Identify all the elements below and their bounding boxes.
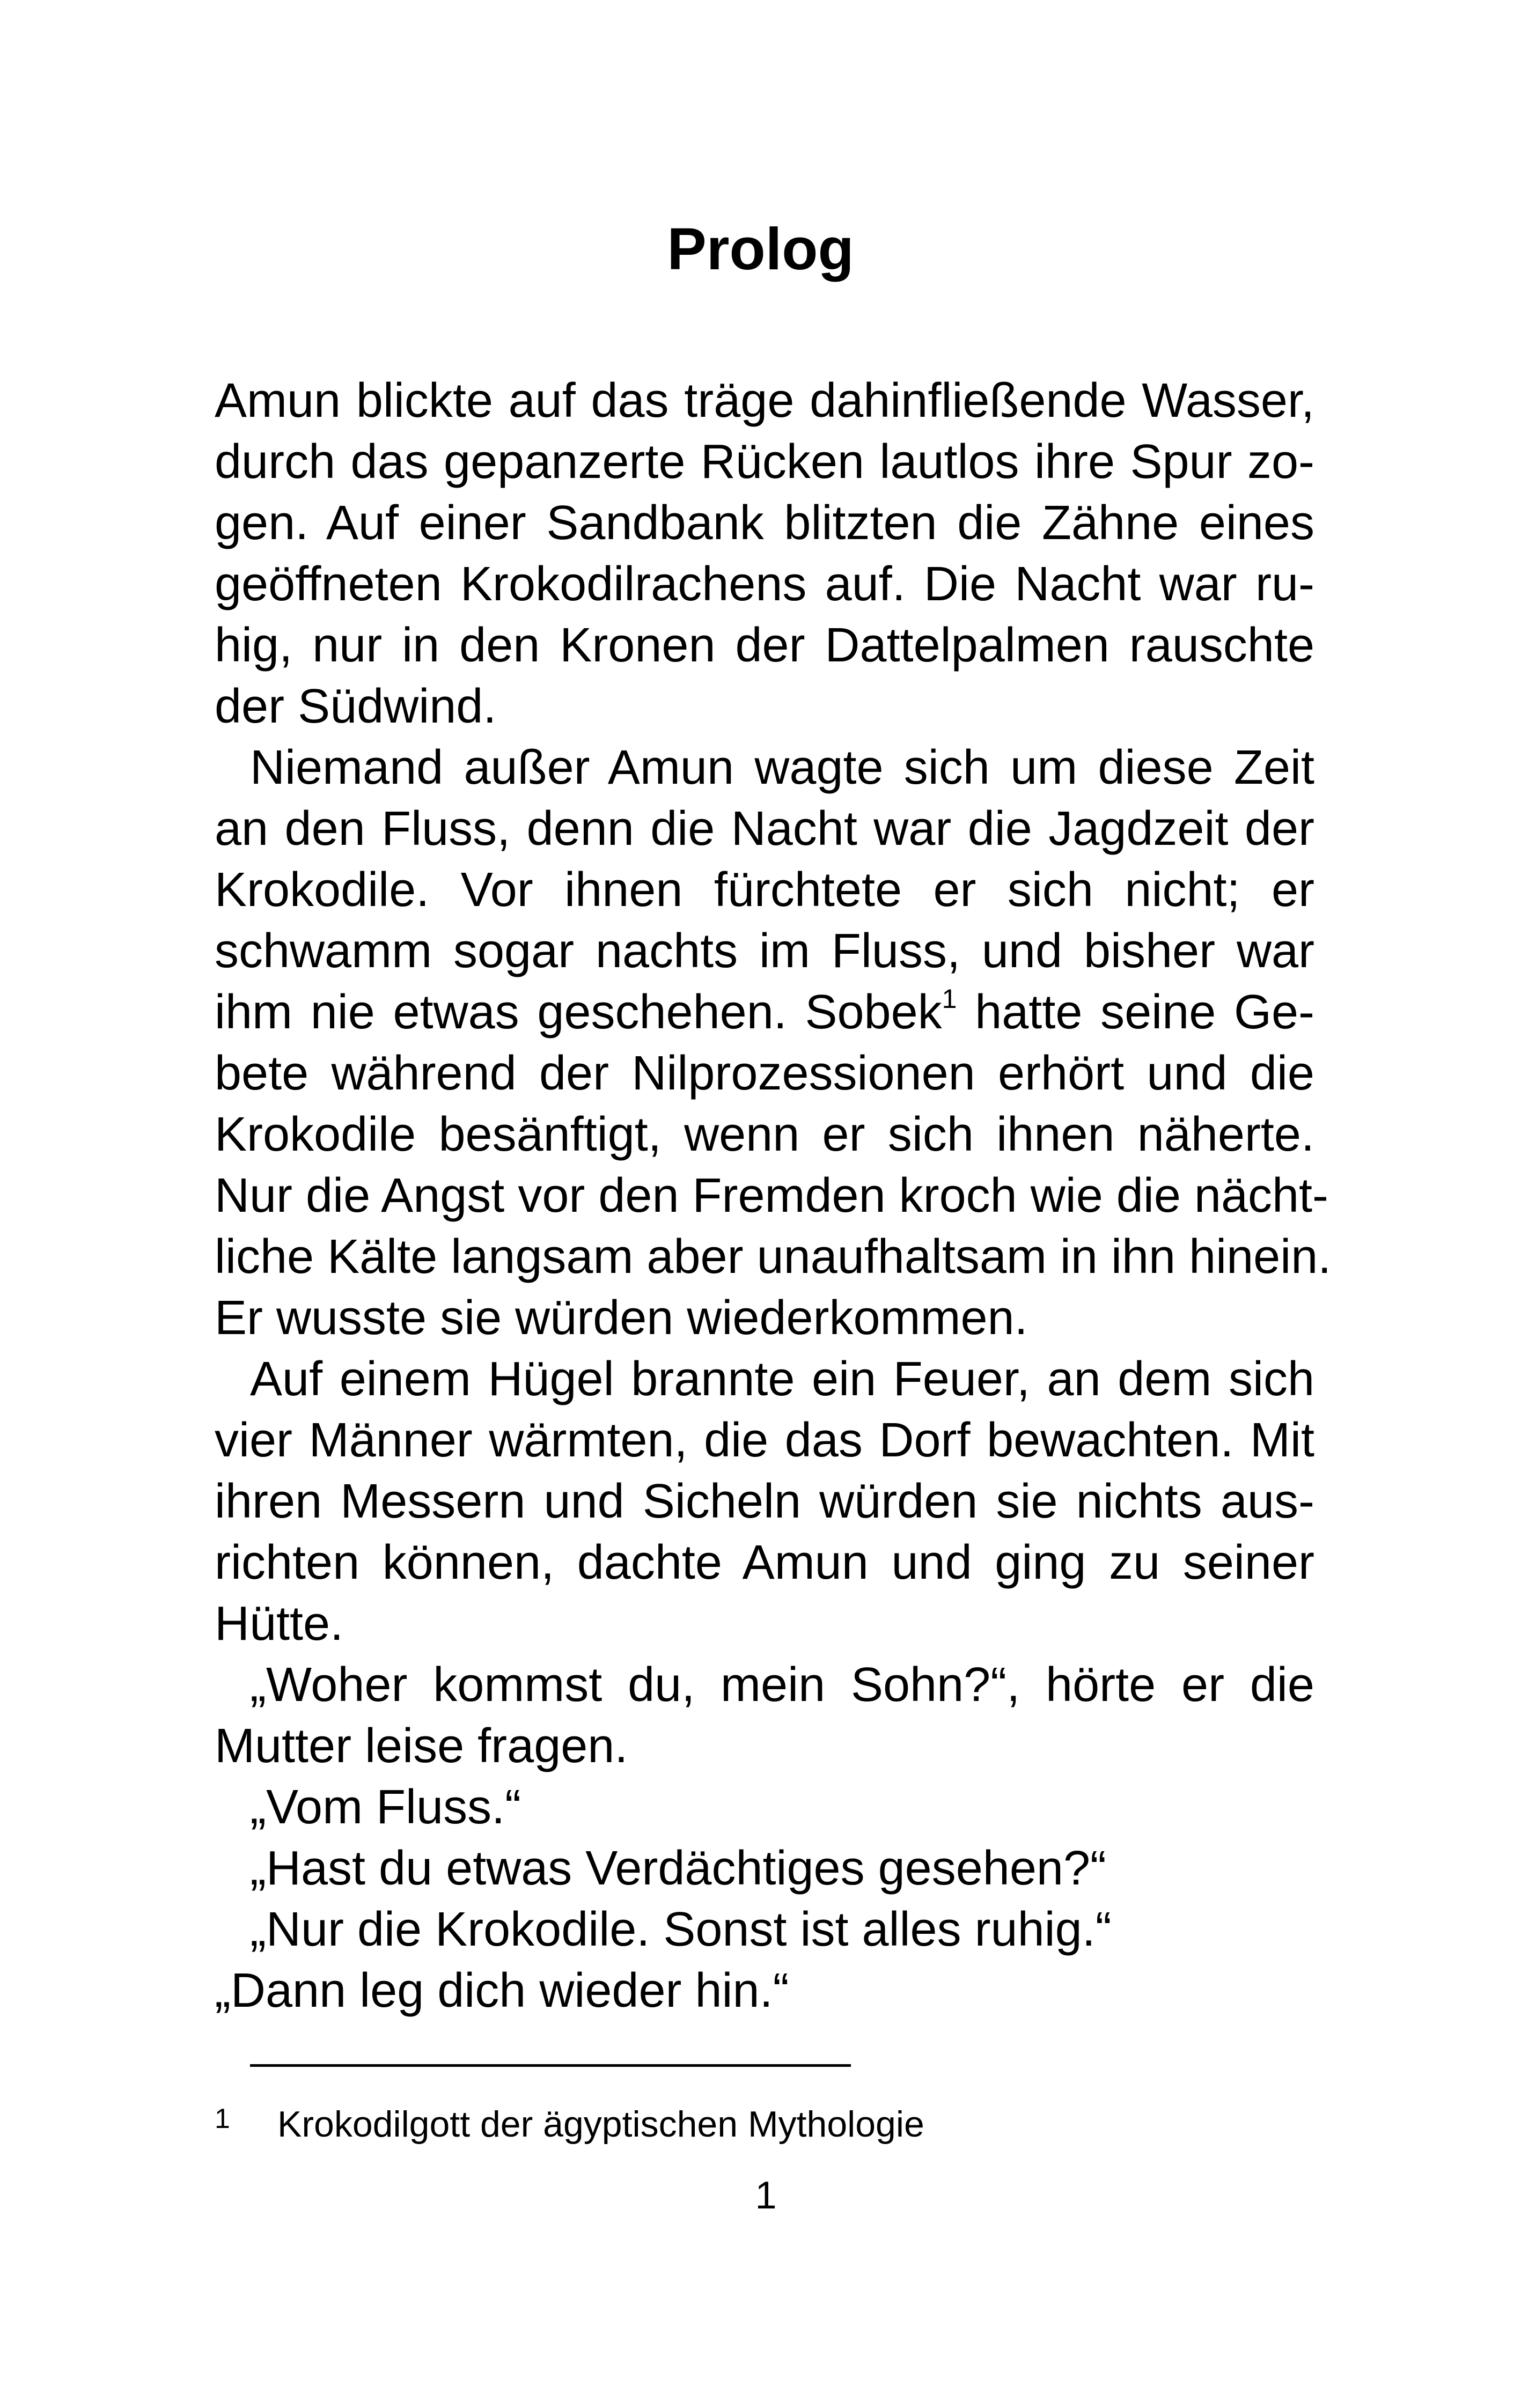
text-line: Er wusste sie würden wiederkommen. [215,1291,1028,1345]
text-line: „Nur die Krokodile. Sonst ist alles ruhig.“ [250,1903,1112,1956]
text-line: „Woher kommst du, mein Sohn?“, hörte er die [250,1658,1314,1712]
text-line: richten können, dachte Amun und ging zu seiner [215,1536,1314,1589]
page-number: 1 [755,2174,777,2217]
text-line-with-footnote [215,982,1314,1043]
text-line: bete während der Nilprozessionen erhört und die [215,1047,1314,1100]
text-line: Krokodile besänftigt, wenn er sich ihnen näherte. [215,1108,1314,1161]
text-segment: ihm nie etwas geschehen. Sobek [215,985,942,1039]
chapter-title: Prolog [667,216,854,282]
text-line: Hütte. [215,1597,344,1651]
text-line: geöffneten Krokodilrachens auf. Die Nacht war ru- [215,557,1314,611]
text-line: liche Kälte langsam aber unaufhaltsam in ihn hinein. [215,1230,1332,1284]
text-line: der Südwind. [215,680,497,733]
text-line: Niemand außer Amun wagte sich um diese Zeit [250,741,1314,794]
text-line: Krokodile. Vor ihnen fürchtete er sich nicht; er [215,863,1314,917]
text-line: gen. Auf einer Sandbank blitzten die Zähne eines [215,496,1314,550]
text-line: „Hast du etwas Verdächtiges gesehen?“ [250,1842,1106,1895]
text-segment: hatte seine Ge- [975,985,1314,1039]
text-line: Nur die Angst vor den Fremden kroch wie die nächt- [215,1169,1329,1223]
text-line: hig, nur in den Kronen der Dattelpalmen rauschte [215,618,1314,672]
text-line: ihren Messern und Sicheln würden sie nichts aus- [215,1475,1314,1528]
text-line: „Dann leg dich wieder hin.“ [215,1964,789,2017]
text-line: Auf einem Hügel brannte ein Feuer, an dem sich [250,1352,1314,1406]
text-line: vier Männer wärmten, die das Dorf bewachten. Mit [215,1413,1314,1467]
footnote-text: Krokodilgott der ägyptischen Mythologie [277,2104,924,2145]
text-line: Amun blickte auf das träge dahinfließende Wasser, [215,374,1314,428]
text-line: durch das gepanzerte Rücken lautlos ihre Spur zo- [215,435,1314,489]
text-line: an den Fluss, denn die Nacht war die Jagdzeit der [215,802,1314,856]
footnote-divider [250,2064,851,2067]
text-line: schwamm sogar nachts im Fluss, und bisher war [215,924,1314,978]
footnote-marker: 1 [215,2103,230,2134]
text-line: „Vom Fluss.“ [250,1780,521,1834]
footnote-reference[interactable]: 1 [942,984,957,1014]
text-line: Mutter leise fragen. [215,1719,628,1773]
